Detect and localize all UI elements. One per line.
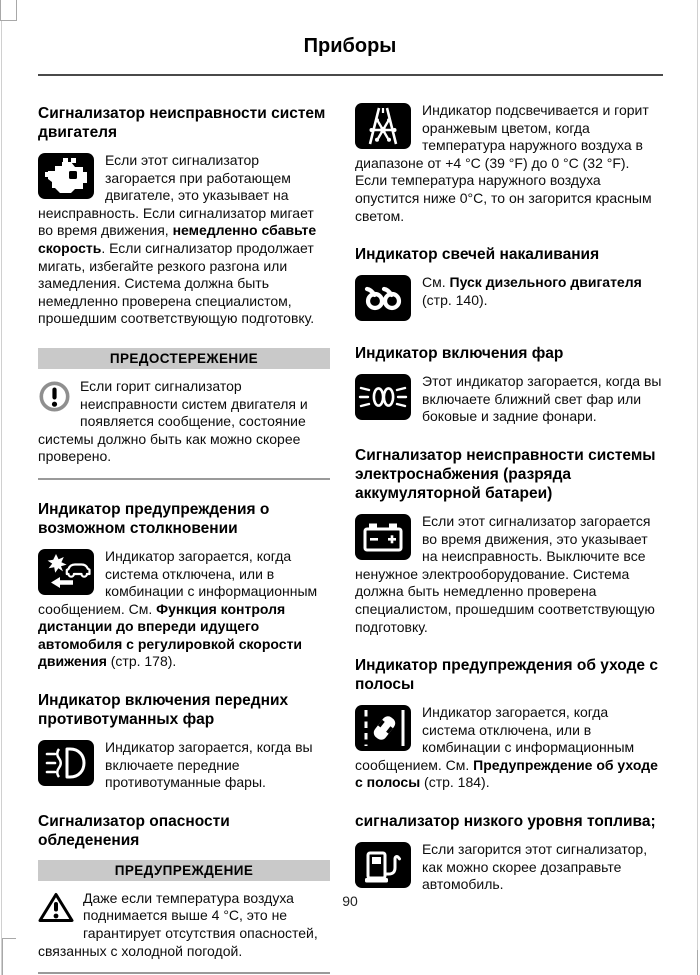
warning-bar-label: ПРЕДОСТЕРЕЖЕНИЕ [38, 348, 330, 369]
section-body [38, 378, 330, 466]
page-title: Приборы [303, 35, 397, 57]
warning-section [38, 348, 330, 480]
section-heading: Индикатор предупреждения об уходе с полосы [355, 657, 658, 694]
bold-cross-reference: Пуск дизельного двигателя [449, 274, 642, 291]
exclamation-circle-icon [38, 380, 71, 418]
section-heading: сигнализатор низкого уровня топлива; [355, 813, 656, 831]
body-text-run: Если горит сигнализатор неисправности систем двигателя и появляется сообщение, состояние системы должно быть как можно скорее проверено. [38, 377, 308, 465]
front-fog-lamp-icon [38, 740, 94, 786]
glow-plug-icon [355, 275, 411, 321]
section-heading: Индикатор предупреждения о возможном столкновении [38, 500, 270, 537]
collision-warning-icon [38, 549, 94, 595]
section-body [355, 102, 665, 225]
scan-artifact-bottom-left [2, 938, 16, 975]
indicator-section [355, 102, 665, 225]
body-text-run: См. [422, 274, 450, 291]
section-body [355, 373, 665, 426]
check-engine-icon [38, 153, 94, 199]
lane-departure-icon [355, 705, 411, 751]
body-text-run: (стр. 178). [106, 653, 177, 670]
section-body [38, 152, 330, 328]
body-text-run: Индикатор загорается, когда вы включаете передние противотуманные фары. [105, 739, 313, 791]
body-text-run: Этот индикатор загорается, когда вы включаете ближний свет фар или боковые и задние фонари. [422, 373, 662, 425]
section-body [38, 548, 330, 671]
body-text-run: Даже если температура воздуха поднимается выше 4 °C, это не гарантирует отсутствия опасностей, связанных с холодной погодой. [38, 889, 318, 959]
body-text-run: . Если сигнализатор продолжает мигать, избегайте резкого разгона или замедления. Система должна быть немедленно проверена специалистом, прошедшим соответствующую подготовку. [38, 239, 315, 327]
indicator-section [355, 656, 665, 792]
headlight-icon [355, 374, 411, 420]
indicator-section [355, 344, 665, 426]
body-text-run: Если этот сигнализатор загорается во время движения, это указывает на неисправность. Выключите все ненужное электрооборудование. Система должна быть немедленно проверена специалистом, прошедшим соответствующую подготовку. [355, 512, 655, 635]
page-edge-left [1, 0, 2, 975]
bold-cross-reference: немедленно сбавьте скорость [38, 222, 317, 256]
body-text-run: Индикатор загорается, когда система отключена, или в комбинации с информационным сообщением. См. [38, 547, 318, 617]
section-divider [38, 478, 330, 480]
section-body [355, 513, 665, 636]
content-columns [0, 76, 700, 975]
indicator-section [38, 104, 330, 328]
left-column [38, 102, 330, 975]
section-body [355, 704, 665, 792]
battery-icon [355, 514, 411, 560]
low-fuel-icon [355, 842, 411, 888]
scan-artifact-top-left [0, 0, 17, 21]
section-body [38, 739, 330, 792]
page-number: 90 [342, 893, 358, 909]
section-heading: Сигнализатор неисправности системы электроснабжения (разряда аккумуляторной батареи) [355, 446, 656, 502]
scan-artifact-bottom-right [695, 950, 698, 975]
body-text-run: (стр. 140). [422, 291, 488, 308]
indicator-section [355, 446, 665, 636]
section-heading: Индикатор включения фар [355, 345, 564, 363]
indicator-section [38, 691, 330, 792]
right-column [355, 102, 665, 975]
section-heading: Индикатор свечей накаливания [355, 246, 600, 264]
body-text-run: Если этот сигнализатор загорается при работающем двигателе, это указывает на неисправность. Если сигнализатор мигает во время движения, [38, 152, 314, 239]
section-body [355, 274, 665, 324]
section-divider [38, 972, 330, 974]
section-heading: Индикатор включения передних противотуманных фар [38, 692, 289, 729]
body-text-run: Индикатор загорается, когда система отключена, или в комбинации с информационным сообщением. См. [355, 704, 635, 773]
page-edge-right [697, 0, 698, 975]
indicator-section [355, 812, 665, 894]
bold-cross-reference: Функция контроля дистанции до впереди идущего автомобиля с регулировкой скорости движения [38, 600, 303, 670]
indicator-section [355, 245, 665, 324]
bold-cross-reference: Предупреждение об уходе с полосы [355, 756, 658, 791]
warning-bar-label: ПРЕДУПРЕЖДЕНИЕ [38, 860, 330, 881]
section-body [355, 841, 665, 894]
body-text-run: (стр. 184). [420, 774, 490, 791]
ice-road-icon [355, 103, 411, 149]
indicator-section [38, 500, 330, 671]
section-text [38, 378, 330, 466]
section-heading: Сигнализатор неисправности систем двигателя [38, 105, 326, 141]
section-heading: Сигнализатор опасности обледенения [38, 812, 230, 849]
body-text-run: Если загорится этот сигнализатор, как можно скорее дозаправьте автомобиль. [422, 841, 648, 893]
body-text-run: Индикатор подсвечивается и горит оранжевым цветом, когда температура наружного воздуха в диапазоне от +4 °C (39 °F) до 0 °C (32 °F). Если температура наружного воздуха опустится ниже 0°C, то он загорится красным светом. [355, 102, 652, 224]
